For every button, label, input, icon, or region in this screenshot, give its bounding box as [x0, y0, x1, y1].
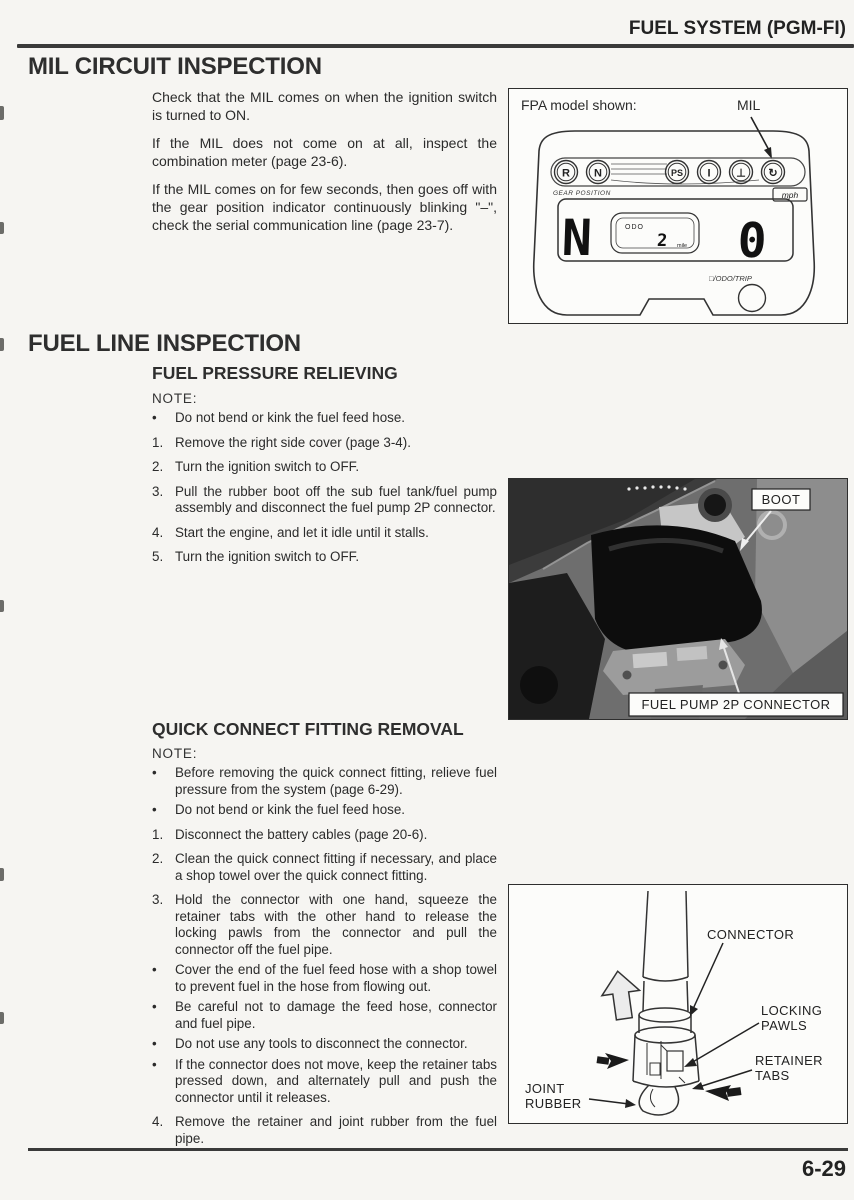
- figure-quick-connect-diagram: [508, 884, 848, 1124]
- gear-position-label: GEAR POSITION: [553, 190, 611, 197]
- meter-mode-button: [739, 285, 766, 312]
- list-item: • Do not bend or kink the fuel feed hose.: [152, 802, 406, 817]
- header-rule: [17, 44, 854, 48]
- lamp-fuel-icon: ⊥: [736, 167, 746, 180]
- note-label: NOTE:: [152, 746, 198, 761]
- list-item: 1. Remove the right side cover (page 3-4).: [152, 434, 411, 450]
- odo-label: ODO: [625, 224, 644, 231]
- list-item: • Cover the end of the fuel feed hose with a shop towel to prevent fuel in the hose from flowing out.: [152, 962, 497, 994]
- page-header-title: FUEL SYSTEM (PGM-FI): [628, 18, 846, 39]
- list-item: 5. Turn the ignition switch to OFF.: [152, 549, 360, 564]
- indicator-lamps: [555, 161, 785, 184]
- figure-caption: FPA model shown:: [521, 97, 637, 113]
- locking-pawls-label: LOCKING PAWLS: [761, 1003, 823, 1033]
- scan-speck: [0, 1012, 4, 1024]
- figure-boot-photo: [508, 478, 848, 720]
- gear-position-display: N: [560, 209, 593, 267]
- list-item: • Do not bend or kink the fuel feed hose.: [152, 410, 406, 425]
- section-title-fuel-line-inspection: FUEL LINE INSPECTION: [28, 330, 301, 357]
- lamp-reverse: R: [562, 167, 570, 180]
- list-item: • Before removing the quick connect fitting, relieve fuel pressure from the system (page 6-29).: [152, 765, 497, 797]
- figure-combination-meter: [508, 88, 848, 324]
- quick-connect-list: [152, 746, 497, 1147]
- boot-label: BOOT: [761, 492, 801, 507]
- lamp-temp-icon: I: [707, 167, 711, 180]
- combination-meter-drawing: [509, 89, 847, 323]
- list-item: 3. Hold the connector with one hand, squeeze the retainer tabs with the other hand to release the locking pawls from the connector and pull the connector off the fuel pipe.: [152, 892, 497, 957]
- speed-display: 0: [736, 213, 768, 269]
- fuel-pump-connector-label: FUEL PUMP 2P CONNECTOR: [641, 697, 831, 712]
- list-item: • If the connector does not move, keep the retainer tabs pressed down, and alternately pull and push the connector until it releases.: [152, 1056, 497, 1105]
- scan-speck: [0, 106, 4, 120]
- list-item: 2. Turn the ignition switch to OFF.: [152, 459, 360, 474]
- paragraph: Check that the MIL comes on when the ignition switch is turned to ON.: [152, 89, 497, 123]
- scan-speck: [0, 600, 4, 612]
- scan-speck: [0, 338, 4, 351]
- odo-trip-button-label: □/ODO/TRIP: [709, 274, 752, 283]
- mil-lamp-icon: ↻: [768, 167, 778, 180]
- connector-label: CONNECTOR: [707, 927, 795, 942]
- odo-unit: mile: [677, 243, 688, 249]
- odo-value: 2: [656, 231, 668, 251]
- mph-unit-label: mph: [781, 190, 799, 200]
- fuel-pressure-relieving-list: [152, 391, 497, 566]
- paragraph: If the MIL comes on for few seconds, then goes off with the gear position indicator continuously blinking "–", check the serial communication line (page 23-7).: [152, 181, 497, 233]
- list-item: 1. Disconnect the battery cables (page 20-6).: [152, 826, 428, 842]
- subsection-title-fuel-pressure-relieving: FUEL PRESSURE RELIEVING: [152, 363, 398, 383]
- list-item: • Be careful not to damage the feed hose, connector and fuel pipe.: [152, 999, 497, 1031]
- list-item: 2. Clean the quick connect fitting if necessary, and place a shop towel over the quick connect fitting.: [152, 851, 497, 883]
- quick-connect-diagram: [509, 885, 847, 1123]
- scan-speck: [0, 222, 4, 234]
- list-item: • Do not use any tools to disconnect the connector.: [152, 1036, 468, 1051]
- list-item: 4. Start the engine, and let it idle until it stalls.: [152, 524, 429, 540]
- retainer-tabs-label: RETAINER TABS: [755, 1053, 823, 1083]
- lamp-neutral: N: [594, 167, 602, 180]
- page-number: 6-29: [801, 1156, 846, 1181]
- list-item: 4. Remove the retainer and joint rubber from the fuel pipe.: [152, 1114, 497, 1146]
- paragraph: If the MIL does not come on at all, inspect the combination meter (page 23-6).: [152, 135, 497, 169]
- boot-photo: [509, 479, 847, 719]
- note-label: NOTE:: [152, 391, 198, 406]
- list-item: 3. Pull the rubber boot off the sub fuel tank/fuel pump assembly and disconnect the fuel pump 2P connector.: [152, 483, 497, 515]
- mil-callout-label: MIL: [737, 97, 761, 113]
- footer-rule: [28, 1148, 848, 1151]
- section-title-mil-circuit-inspection: MIL CIRCUIT INSPECTION: [28, 53, 322, 80]
- mil-paragraphs: [152, 88, 497, 244]
- scan-speck: [0, 868, 4, 881]
- subsection-title-quick-connect-fitting-removal: QUICK CONNECT FITTING REMOVAL: [152, 719, 464, 739]
- joint-rubber-label: JOINT RUBBER: [525, 1081, 582, 1111]
- lamp-ps: PS: [670, 168, 684, 178]
